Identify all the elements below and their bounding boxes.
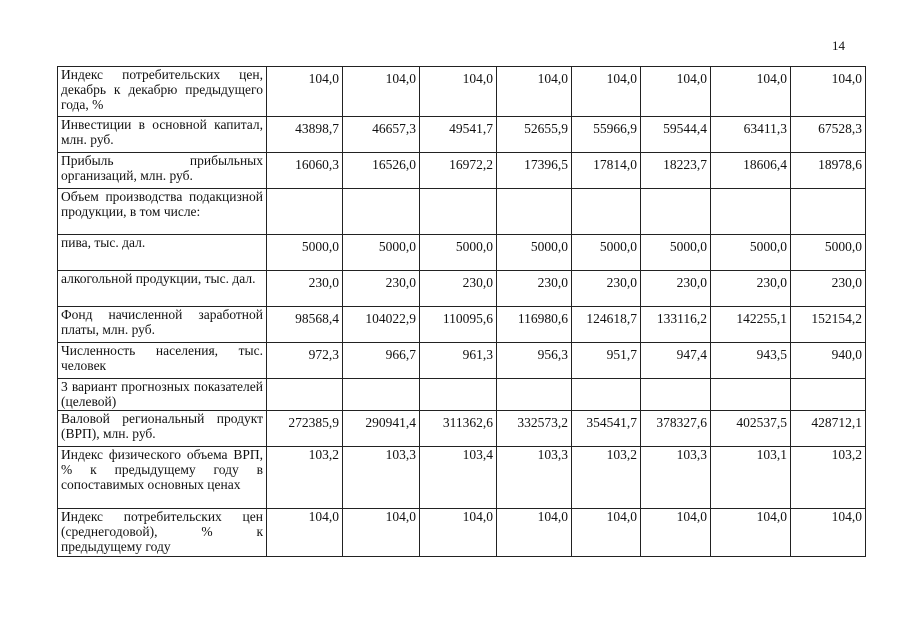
table-cell [791, 379, 866, 411]
table-row [58, 235, 866, 271]
table-row [58, 411, 866, 447]
table-cell: 947,4 [641, 343, 711, 379]
table-cell: 103,2 [267, 447, 343, 509]
table-cell [267, 189, 343, 235]
row-label: Индекс потребительских цен (среднегодовой), % к предыдущему году [58, 509, 267, 557]
table-cell: 104,0 [497, 67, 572, 117]
row-label: Фонд начисленной заработной платы, млн. руб. [58, 307, 267, 343]
table-cell: 142255,1 [711, 307, 791, 343]
table-row [58, 379, 866, 411]
table-cell: 951,7 [572, 343, 641, 379]
table-cell: 5000,0 [572, 235, 641, 271]
table-cell: 133116,2 [641, 307, 711, 343]
table-row [58, 153, 866, 189]
table-cell: 230,0 [711, 271, 791, 307]
table-row [58, 67, 866, 117]
table-cell: 961,3 [420, 343, 497, 379]
table-cell: 230,0 [497, 271, 572, 307]
table-cell: 103,3 [497, 447, 572, 509]
table-cell [791, 189, 866, 235]
table-cell: 966,7 [343, 343, 420, 379]
table-cell: 110095,6 [420, 307, 497, 343]
table-cell: 104,0 [267, 67, 343, 117]
table-cell: 104,0 [420, 67, 497, 117]
table-cell: 332573,2 [497, 411, 572, 447]
forecast-table [57, 66, 866, 557]
section-heading: 3 вариант прогнозных показателей (целевой) [58, 379, 267, 411]
table-cell: 16526,0 [343, 153, 420, 189]
table-cell: 103,1 [711, 447, 791, 509]
table-cell: 104,0 [641, 67, 711, 117]
table-cell: 18606,4 [711, 153, 791, 189]
table-cell [343, 189, 420, 235]
table-cell: 104,0 [497, 509, 572, 557]
table-cell [572, 379, 641, 411]
table-cell: 5000,0 [641, 235, 711, 271]
table-cell: 18978,6 [791, 153, 866, 189]
table-cell: 104,0 [791, 509, 866, 557]
table-cell: 943,5 [711, 343, 791, 379]
table-cell: 63411,3 [711, 117, 791, 153]
table-row [58, 117, 866, 153]
table-cell: 230,0 [267, 271, 343, 307]
table-cell [497, 189, 572, 235]
table-cell: 16060,3 [267, 153, 343, 189]
table-cell: 104,0 [343, 67, 420, 117]
table-cell: 103,4 [420, 447, 497, 509]
table-cell: 104,0 [711, 67, 791, 117]
table-cell: 272385,9 [267, 411, 343, 447]
table-cell [711, 379, 791, 411]
table-cell [343, 379, 420, 411]
row-label: Объем производства подакцизной продукции, в том числе: [58, 189, 267, 235]
table-cell: 5000,0 [711, 235, 791, 271]
table-cell: 5000,0 [267, 235, 343, 271]
row-label: Прибыль прибыльных организаций, млн. руб. [58, 153, 267, 189]
table-cell: 378327,6 [641, 411, 711, 447]
row-label: Валовой региональный продукт (ВРП), млн. руб. [58, 411, 267, 447]
table-row [58, 509, 866, 557]
table-cell [497, 379, 572, 411]
table-cell: 17396,5 [497, 153, 572, 189]
table-row [58, 271, 866, 307]
table-cell: 103,2 [572, 447, 641, 509]
table-cell: 46657,3 [343, 117, 420, 153]
table-cell [420, 379, 497, 411]
table-cell: 940,0 [791, 343, 866, 379]
table-cell: 5000,0 [420, 235, 497, 271]
table-cell: 104,0 [572, 509, 641, 557]
table-cell: 230,0 [420, 271, 497, 307]
table-cell: 311362,6 [420, 411, 497, 447]
table-cell: 402537,5 [711, 411, 791, 447]
table-cell: 43898,7 [267, 117, 343, 153]
table-cell: 17814,0 [572, 153, 641, 189]
table-cell: 230,0 [343, 271, 420, 307]
table-cell: 290941,4 [343, 411, 420, 447]
table-cell: 52655,9 [497, 117, 572, 153]
table-cell: 55966,9 [572, 117, 641, 153]
table-row [58, 447, 866, 509]
row-label: Инвестиции в основной капитал, млн. руб. [58, 117, 267, 153]
table-cell: 103,3 [343, 447, 420, 509]
row-label: алкогольной продукции, тыс. дал. [58, 271, 267, 307]
table-cell: 230,0 [791, 271, 866, 307]
table-cell: 5000,0 [791, 235, 866, 271]
table-cell: 5000,0 [343, 235, 420, 271]
table-cell: 124618,7 [572, 307, 641, 343]
table-cell: 104,0 [343, 509, 420, 557]
table-cell: 98568,4 [267, 307, 343, 343]
table-cell: 230,0 [641, 271, 711, 307]
page-number: 14 [832, 38, 845, 53]
table-cell: 230,0 [572, 271, 641, 307]
table-cell: 956,3 [497, 343, 572, 379]
table-row [58, 343, 866, 379]
row-label: Индекс физического объема ВРП, % к предыдущему году в сопоставимых основных ценах [58, 447, 267, 509]
table-cell: 59544,4 [641, 117, 711, 153]
table-cell: 104,0 [791, 67, 866, 117]
table-cell [641, 189, 711, 235]
table-cell: 104,0 [267, 509, 343, 557]
table-cell [641, 379, 711, 411]
table-cell: 116980,6 [497, 307, 572, 343]
table-row [58, 189, 866, 235]
table-cell: 104,0 [711, 509, 791, 557]
table-cell: 5000,0 [497, 235, 572, 271]
table-cell: 354541,7 [572, 411, 641, 447]
table-cell: 49541,7 [420, 117, 497, 153]
row-label: Индекс потребительских цен, декабрь к декабрю предыдущего года, % [58, 67, 267, 117]
table-cell: 103,3 [641, 447, 711, 509]
table-cell [572, 189, 641, 235]
table-cell [420, 189, 497, 235]
table-cell [267, 379, 343, 411]
table-row [58, 307, 866, 343]
row-label: Численность населения, тыс. человек [58, 343, 267, 379]
table-cell: 152154,2 [791, 307, 866, 343]
table-cell: 67528,3 [791, 117, 866, 153]
table-cell: 103,2 [791, 447, 866, 509]
row-label: пива, тыс. дал. [58, 235, 267, 271]
table-cell: 428712,1 [791, 411, 866, 447]
table-cell: 104022,9 [343, 307, 420, 343]
table-cell: 104,0 [641, 509, 711, 557]
table-cell: 16972,2 [420, 153, 497, 189]
table-cell: 972,3 [267, 343, 343, 379]
table-cell: 104,0 [572, 67, 641, 117]
table-cell [711, 189, 791, 235]
table-cell: 104,0 [420, 509, 497, 557]
table-cell: 18223,7 [641, 153, 711, 189]
